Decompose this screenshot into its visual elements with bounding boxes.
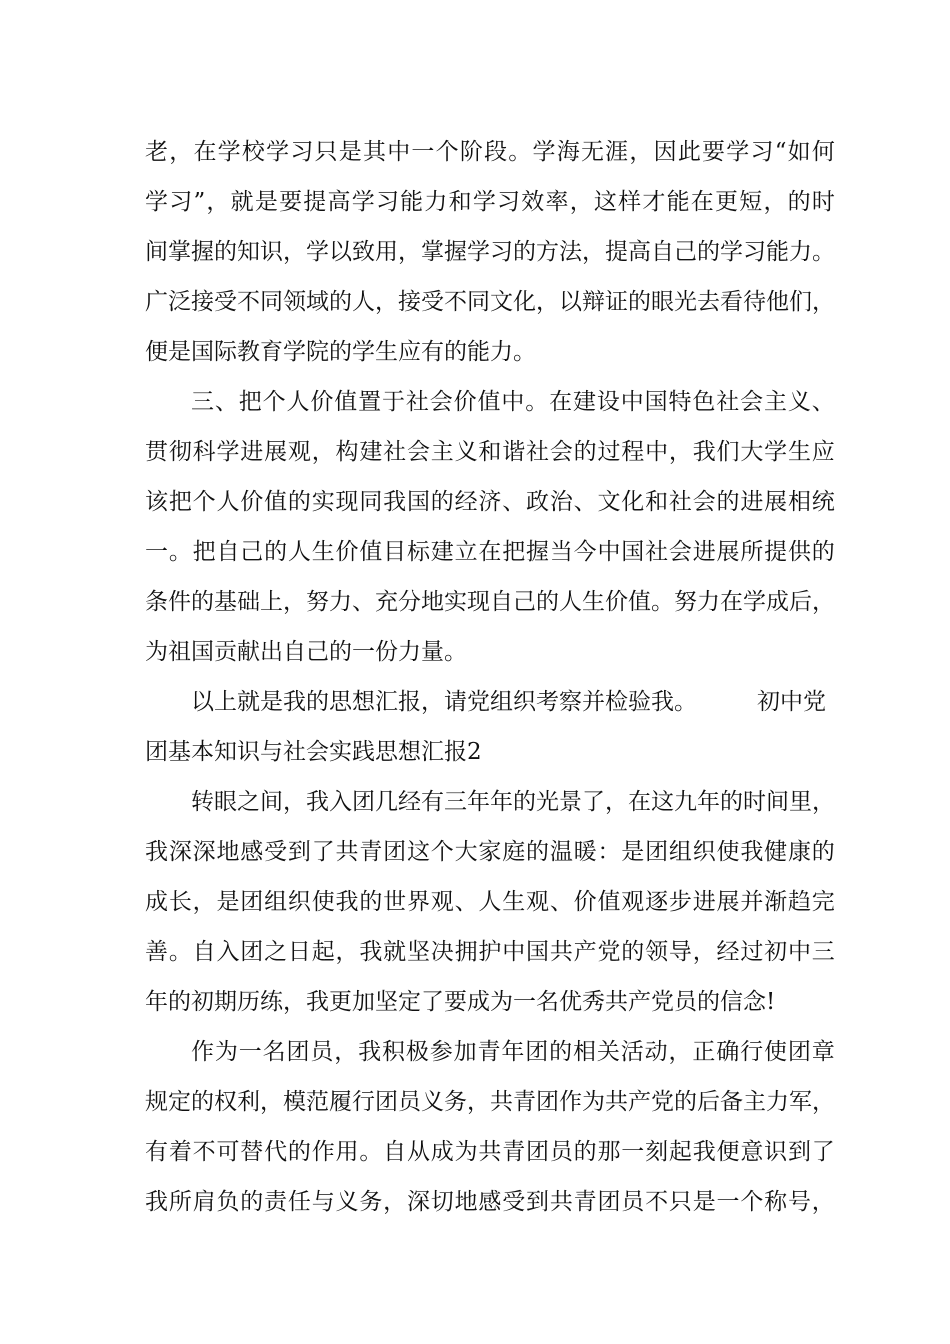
text-line: 便是国际教育学院的学生应有的能力。 [145, 339, 536, 365]
section-title: 团基本知识与社会实践思想汇报2 [145, 739, 482, 765]
text-line: 规 定 的 权 利 ， 模 范 履 行 团 员 义 务 ， 共 青 团 作 为 共 产 党 的 后 备 主 力 军 ， [145, 1089, 835, 1115]
text-line: 条 件 的 基 础 上 ， 努 力 、 充 分 地 实 现 自 己 的 人 生 价 值 。 努 力 在 学 成 后 ， [145, 589, 835, 615]
text-line: 有 着 不 可 替 代 的 作 用 。 自 从 成 为 共 青 团 员 的 那 一 刻 起 我 便 意 识 到 了 [145, 1139, 835, 1165]
text-line: 老 ， 在 学 校 学 习 只 是 其 中 一 个 阶 段 。 学 海 无 涯 ， 因 此 要 学 习 “ 如 何 [145, 139, 835, 165]
text-line [145, 677, 835, 727]
section-title-start: 初中党 [757, 689, 826, 715]
text-line: 一 。 把 自 己 的 人 生 价 值 目 标 建 立 在 把 握 当 今 中 国 社 会 进 展 所 提 供 的 [145, 539, 835, 565]
text-line: 我 深 深 地 感 受 到 了 共 青 团 这 个 大 家 庭 的 温 暖 ： 是 团 组 织 使 我 健 康 的 [145, 839, 835, 865]
text-line: 转 眼 之 间 ， 我 入 团 几 经 有 三 年 年 的 光 景 了 ， 在 这 九 年 的 时 间 里 ， [191, 789, 835, 815]
text-line: 成 长 ， 是 团 组 织 使 我 的 世 界 观 、 人 生 观 、 价 值 观 逐 步 进 展 并 渐 趋 完 [145, 889, 835, 915]
text-line: 作 为 一 名 团 员 ， 我 积 极 参 加 青 年 团 的 相 关 活 动 ， 正 确 行 使 团 章 [191, 1039, 835, 1065]
text-line: 三 、 把 个 人 价 值 置 于 社 会 价 值 中 。 在 建 设 中 国 特 色 社 会 主 义 、 [191, 389, 835, 415]
text-line: 善 。 自 入 团 之 日 起 ， 我 就 坚 决 拥 护 中 国 共 产 党 的 领 导 ， 经 过 初 中 三 [145, 939, 835, 965]
text-line: 广 泛 接 受 不 同 领 域 的 人 ， 接 受 不 同 文 化 ， 以 辩 证 的 眼 光 去 看 待 他 们 ， [145, 289, 835, 315]
text-line: 为祖国贡献出自己的一份力量。 [145, 639, 467, 665]
text-line: 学 习 ” ， 就 是 要 提 高 学 习 能 力 和 学 习 效 率 ， 这 样 才 能 在 更 短 ， 的 时 [145, 189, 835, 215]
text-line: 我 所 肩 负 的 责 任 与 义 务 ， 深 切 地 感 受 到 共 青 团 员 不 只 是 一 个 称 号 ， [145, 1189, 835, 1215]
document-page [145, 127, 835, 1227]
text-line: 贯 彻 科 学 进 展 观 ， 构 建 社 会 主 义 和 谐 社 会 的 过 程 中 ， 我 们 大 学 生 应 [145, 439, 835, 465]
text-line: 间 掌 握 的 知 识 ， 学 以 致 用 ， 掌 握 学 习 的 方 法 ， 提 高 自 己 的 学 习 能 力 。 [145, 239, 835, 265]
text-line: 该 把 个 人 价 值 的 实 现 同 我 国 的 经 济 、 政 治 、 文 化 和 社 会 的 进 展 相 统 [145, 489, 835, 515]
closing-sentence: 以上就是我的思想汇报，请党组织考察并检验我。 [191, 689, 697, 715]
text-line: 年的初期历练，我更加坚定了要成为一名优秀共产党员的信念! [145, 989, 776, 1015]
